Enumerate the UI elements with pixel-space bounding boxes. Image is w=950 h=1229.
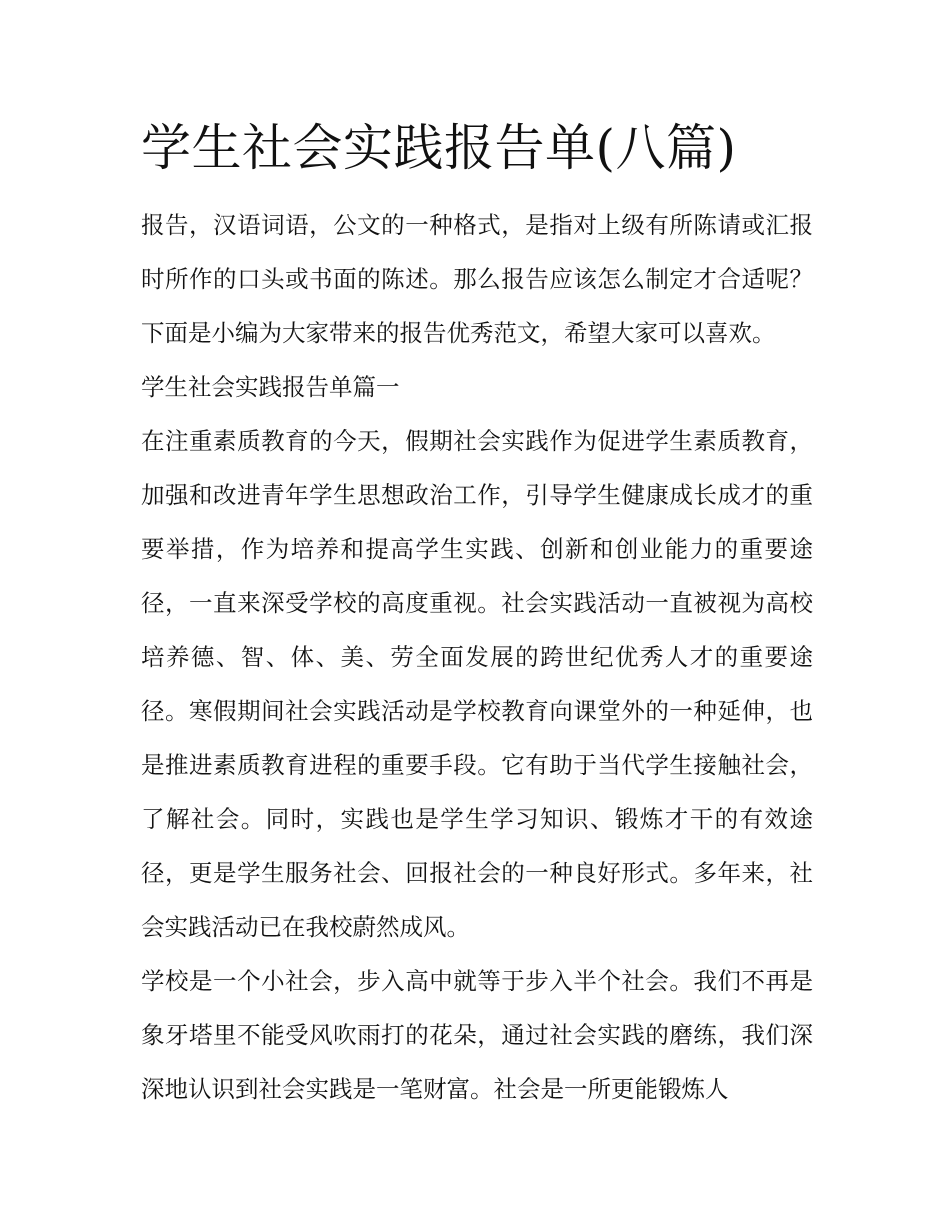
intro-paragraph: 报告，汉语词语，公文的一种格式，是指对上级有所陈请或汇报时所作的口头或书面的陈述。那么报告应该怎么制定才合适呢？下面是小编为大家带来的报告优秀范文，希望大家可以喜欢。 xyxy=(141,211,813,347)
document-title: 学生社会实践报告单(八篇) xyxy=(141,119,737,177)
body-paragraph-1: 在注重素质教育的今天，假期社会实践作为促进学生素质教育，加强和改进青年学生思想政治工作，引导学生健康成长成才的重要举措，作为培养和提高学生实践、创新和创业能力的重要途径，一直来深受学校的高度重视。社会实践活动一直被视为高校培养德、智、体、美、劳全面发展的跨世纪优秀人才的重要途径。寒假期间社会实践活动是学校教育向课堂外的一种延伸，也是推进素质教育进程的重要手段。它有助于当代学生接触社会，了解社会。同时，实践也是学生学习知识、锻炼才干的有效途径，更是学生服务社会、回报社会的一种良好形式。多年来，社会实践活动已在我校蔚然成风。 xyxy=(141,427,813,941)
section-heading: 学生社会实践报告单篇一 xyxy=(141,373,400,401)
document-page xyxy=(141,108,813,1116)
body-paragraph-2: 学校是一个小社会，步入高中就等于步入半个社会。我们不再是象牙塔里不能受风吹雨打的花朵，通过社会实践的磨练，我们深深地认识到社会实践是一笔财富。社会是一所更能锻炼人 xyxy=(141,967,813,1103)
